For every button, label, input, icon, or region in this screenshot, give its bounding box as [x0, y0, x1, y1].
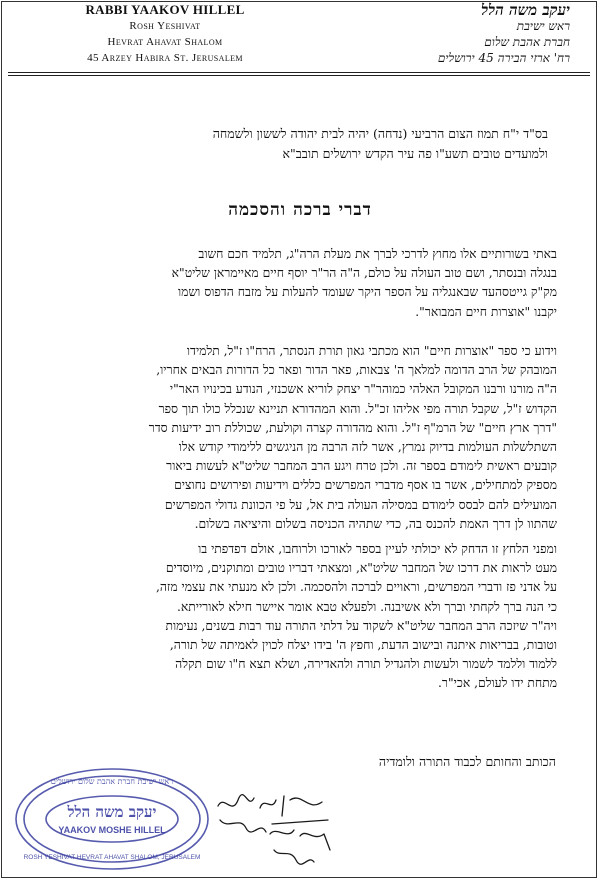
handwritten-signature	[210, 790, 340, 874]
paragraph-line: מק"ק גייטסהעד שבאנגליה על הספר היקר שעומד להעלות על מזבח הדפוס ושמו	[178, 285, 557, 300]
paragraph-line: מתחת ידו לעולם, אכי"ר.	[438, 676, 557, 691]
stamp-english-name: YAAKOV MOSHE HILLEL	[58, 825, 166, 835]
paragraph-line: על אדני פז ודברי המפרשים, וראויים לברכה ולהסכמה. ולכן לא מנעתי את עצמי מזה,	[155, 580, 557, 595]
stamp-seal	[12, 765, 212, 873]
date-line	[48, 124, 548, 164]
letterhead-hebrew	[370, 2, 570, 66]
letterhead-en-name: RABBI YAAKOV HILLEL	[85, 2, 245, 17]
stamp-ring-text: ראש ישיבת חברת אהבת שלום ירושלים	[50, 777, 174, 786]
paragraph-line: כי הנה ברך לקחתי וברך ולא אשיבנה. ולפעלא טבא אומר איישר חילא לאורייתא.	[176, 599, 557, 614]
signature-scribble	[210, 790, 340, 870]
letterhead-english	[40, 2, 290, 66]
paragraph-line: הקדוש ז"ל, שקבל תורה מפי אליהו זכ"ל. והוא המהדורא תניינא שנכלל כולו תוך ספר	[158, 401, 557, 416]
paragraph-line: יקבנו "אוצרות חיים המבואר".	[415, 304, 557, 319]
letterhead-he-org: חברת אהבת שלום	[484, 35, 570, 49]
letterhead-en-address: 45 Arzey Habira St. Jerusalem	[87, 52, 243, 64]
paragraph-1	[45, 245, 557, 322]
paragraph-3	[45, 540, 557, 694]
paragraph-line: באתי בשורותיים אלו מחוץ לדרכי לברך את מעלת הרה"ג, תלמיד חכם חשוב	[198, 247, 557, 261]
paragraph-line: קובעים ראשית לימודם בספר זה. ולכן טרח ויגע הרב המחבר שליט"א לעשות ביאור	[166, 459, 557, 474]
paragraph-line: שהתוו לן דרך האמת להכנס בה, כדי שתהיה הכניסה בשלום והיציאה בשלום.	[194, 516, 557, 531]
paragraph-line: ללמוד וללמד לשמור ולעשות ולהגדיל תורה ולהאדירה, ושלא תצא ח"ו שום תקלה	[175, 657, 557, 672]
stamp-english-ring: ROSH YESHIVAT HEVRAT AHAVAT SHALOM, JERUSALEM	[23, 854, 201, 861]
paragraph-line: ומפני הלחץ זו הדחק לא יכולתי לעיין בספר לאורכו ולרוחבו, אולם דפדפתי בו	[198, 542, 557, 556]
page-title: דברי ברכה והסכמה	[228, 200, 372, 220]
paragraph-2	[45, 342, 557, 534]
paragraph-line: המובהק של הרב הדומה למלאך ה' צבאות, פאר הדור ופאר כל הדורות הבאים אחריו,	[156, 363, 557, 378]
paragraph-line: ה"ה מורנו ורבנו המקובל האלהי כמוהר"ר יצחק לוריא אשכנזי, הנודע בכינויו האר"י	[169, 382, 557, 397]
rabbinic-stamp	[12, 765, 212, 877]
paragraph-line: המועילים להם לבסס לימודם במסילה העולה בית אל, על פי הכוונת גדולי המפרשים	[164, 497, 557, 512]
paragraph-line: מעט לראות את דרכו של המחבר שליט"א, ומצאתי דבריו טובים ומתוקנים, מיוסדים	[165, 561, 557, 576]
paragraph-line: "דרך ארץ חיים" של הרמ"ף ז"ל. והוא מהדורה קצרה וקולעת, שכוללת רוב ידיעות סדר	[148, 420, 557, 435]
letterhead-rule-top	[8, 72, 590, 73]
letterhead-en-title: Rosh Yeshivat	[129, 20, 201, 32]
paragraph-line: ויה"ר שיזכה הרב המחבר שליט"א לשקוד על דלתי התורה עוד רבות בשנים, נעימות	[165, 618, 557, 633]
paragraph-line: וידוע כי ספר "אוצרות חיים" הוא מכתבי גאון תורת הנסתר, הרח"ו ז"ל, תלמידו	[186, 344, 557, 358]
letterhead-he-title: ראש ישיבת	[516, 19, 570, 33]
date-line-2: ולמועדים טובים תשע"ו פה עיר הקדש ירושלים תובב"א	[282, 146, 548, 161]
paragraph-line: השתלשלות העולמות בדיוק נמרץ, אשר לזה הרבה מן הניגשים ללימודי קודש אלו	[178, 440, 557, 455]
paragraph-line: וטובות, בבריאות איתנה ובישוב הדעת, וחפץ ה' בידו יצלח לכוין לאמיתה של תורה,	[169, 638, 557, 653]
paragraph-line: מספיק למתחילים, אשר בו אסף מדברי המפרשים כללים וידיעות ופירושים נחוצים	[174, 478, 557, 493]
letterhead-he-name: יעקב משה הלל	[481, 1, 570, 19]
letterhead-en-org: Hevrat Ahavat Shalom	[107, 36, 223, 48]
date-line-1: בס"ד י"ח תמוז הצום הרביעי (נדחה) יהיה לבית יהודה לששון ולשמחה	[212, 126, 548, 141]
closing-line: הכותב והחותם לכבוד התורה ולומדיה	[378, 754, 556, 769]
letterhead-rule-bottom	[8, 75, 590, 76]
stamp-name: יעקב משה הלל	[67, 803, 157, 821]
paragraph-line: בנגלה ובנסתר, ושם טוב העולה על כולם, ה"ה הר"ר יוסף חיים מאיימראן שליט"א	[171, 266, 557, 281]
letterhead-he-address: רח' ארזי הבירה 45 ירושלים	[437, 51, 570, 65]
